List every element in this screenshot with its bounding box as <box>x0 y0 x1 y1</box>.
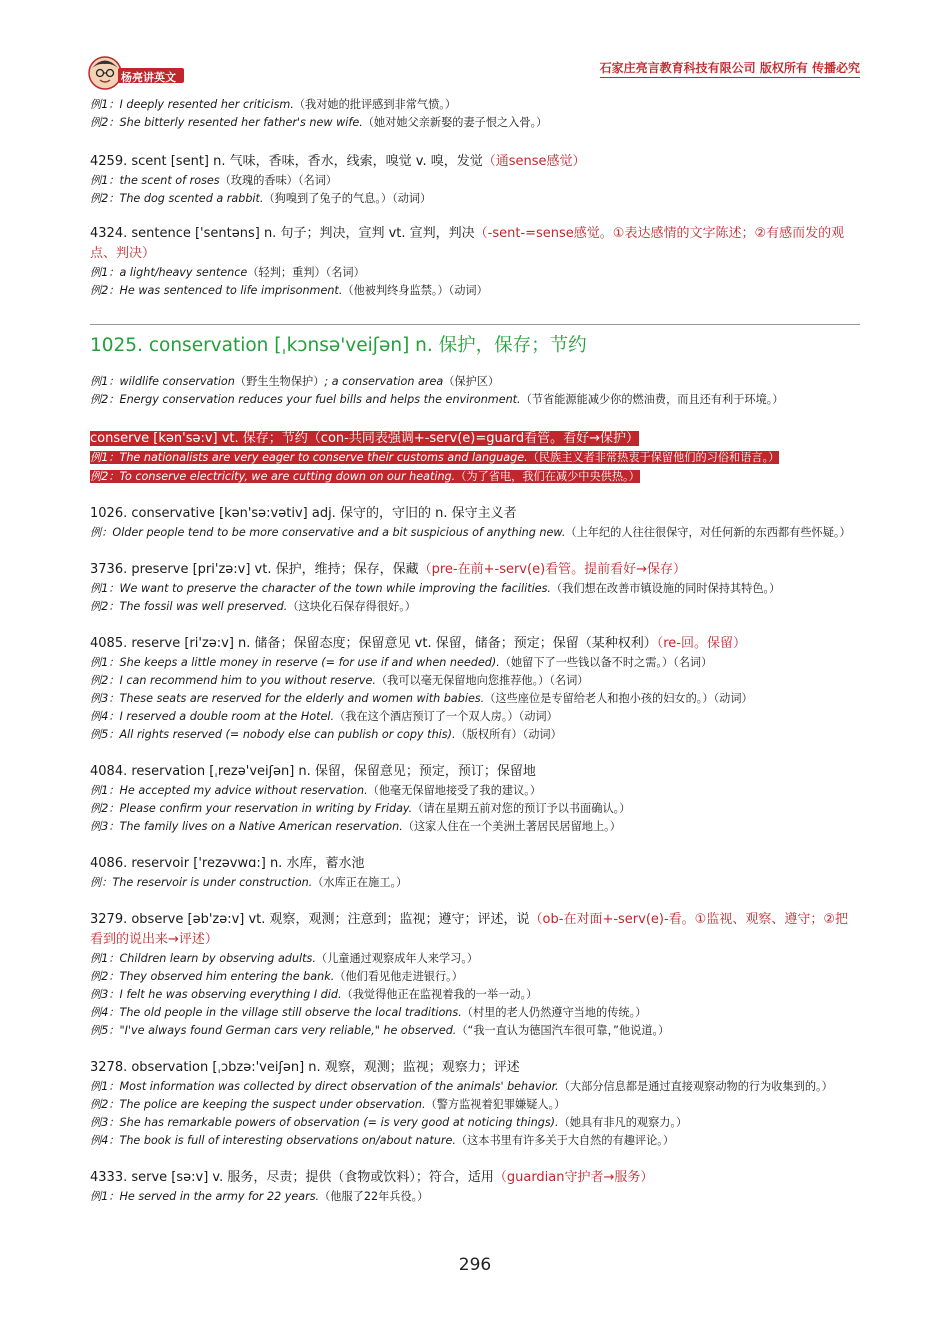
example-line: 例1：He served in the army for 22 years.（他服了22年兵役。） <box>90 1190 429 1203</box>
example-line: 例：The reservoir is under construction.（水库正在施工。） <box>90 876 408 889</box>
example-line: 例3：She has remarkable powers of observation (= is very good at noticing things).（她具有非凡的观察力。） <box>90 1116 688 1129</box>
example-line: 例1：We want to preserve the character of the town while improving the facilities.（我们想在改善市镇设施的同时保持其特色。） <box>90 582 781 595</box>
logo-text: 杨亮讲英文 <box>121 71 176 84</box>
copyright-notice: 石家庄亮言教育科技有限公司 版权所有 传播必究 <box>600 59 860 78</box>
word-entry-reserve <box>90 634 860 744</box>
entry-head: 3736. preserve [pri'zə:v] vt. 保护，维持；保存，保藏（pre-在前+-serv(e)看管。提前看好→保存） <box>90 562 687 577</box>
page-header <box>88 55 860 95</box>
example-line: 例2：The dog scented a rabbit.（狗嗅到了兔子的气息。）（动词） <box>90 192 432 205</box>
example-line: 例3：I felt he was observing everything I did.（我觉得他正在监视着我的一举一动。） <box>90 988 538 1001</box>
word-entry-sentence <box>90 224 860 300</box>
section-divider <box>90 324 860 325</box>
top-examples <box>90 96 860 132</box>
entry-head: conserve [kən'sə:v] vt. 保存；节约（con-共同表强调+-serv(e)=guard看管。看好→保护） <box>90 431 639 446</box>
example-line: 例2：Energy conservation reduces your fuel bills and helps the environment.（节省能源能减少你的燃油费，而且还有利于环境。） <box>90 393 784 406</box>
word-entry-reservoir <box>90 854 860 892</box>
entry-head: 3278. observation [ˌɔbzə:'veiʃən] n. 观察，观测；监视；观察力；评述 <box>90 1060 520 1075</box>
example-line: 例4：I reserved a double room at the Hotel.（我在这个酒店预订了一个双人房。）（动词） <box>90 710 558 723</box>
example-line: 例1：I deeply resented her criticism.（我对她的批评感到非常气愤。） <box>90 98 457 111</box>
example-line: 例2：She bitterly resented her father's new wife.（她对她父亲新娶的妻子恨之入骨。） <box>90 116 548 129</box>
example-line: 例1：Children learn by observing adults.（儿童通过观察成年人来学习。） <box>90 952 479 965</box>
entry-head: 4085. reserve [ri'zə:v] n. 储备；保留态度；保留意见 vt. 保留，储备；预定；保留（某种权利）（re-回。保留） <box>90 636 746 651</box>
page-content <box>90 96 860 1206</box>
entry-head: 4086. reservoir ['rezəvwɑ:] n. 水库，蓄水池 <box>90 856 365 871</box>
entry-head: 4324. sentence ['sentəns] n. 句子；判决，宣判 vt. 宣判，判决（-sent-=sense感觉。①表达感情的文字陈述；②有感而发的观点、判决） <box>90 226 845 261</box>
example-line: 例3：The family lives on a Native American reservation.（这家人住在一个美洲土著居民居留地上。） <box>90 820 621 833</box>
example-line: 例2：The fossil was well preserved.（这块化石保存得很好。） <box>90 600 416 613</box>
main-entry-conservation <box>90 331 860 409</box>
entry-head: 4333. serve [sə:v] v. 服务，尽责；提供（食物或饮料）；符合，适用（guardian守护者→服务） <box>90 1170 654 1185</box>
main-entry-head: 1025. conservation [ˌkɔnsə'veiʃən] n. 保护，保存；节约 <box>90 335 587 356</box>
example-line: 例1：He accepted my advice without reservation.（他毫无保留地接受了我的建议。） <box>90 784 542 797</box>
example-line: 例2：To conserve electricity, we are cutting down on our heating.（为了省电，我们在减少中央供热。） <box>90 470 640 483</box>
example-line: 例1：The nationalists are very eager to conserve their customs and language.（民族主义者非常热衷于保留他们的习俗和语言。） <box>90 451 780 464</box>
example-line: 例1：a light/heavy sentence（轻判；重判）（名词） <box>90 266 365 279</box>
example-line: 例4：The book is full of interesting observations on/about nature.（这本书里有许多关于大自然的有趣评论。） <box>90 1134 675 1147</box>
word-entry-preserve <box>90 560 860 616</box>
highlighted-entry-conserve <box>90 429 860 486</box>
word-entry-serve <box>90 1168 860 1206</box>
word-entry-scent <box>90 152 860 208</box>
example-line: 例1：wildlife conservation（野生生物保护）; a conservation area（保护区） <box>90 375 500 388</box>
example-line: 例：Older people tend to be more conservative and a bit suspicious of anything new.（上年纪的人往往很保守，对任何新的东西都有些怀疑。） <box>90 526 851 539</box>
example-line: 例2：The police are keeping the suspect under observation.（警方监视着犯罪嫌疑人。） <box>90 1098 566 1111</box>
word-entry-conservative <box>90 504 860 542</box>
example-line: 例2：Please confirm your reservation in writing by Friday.（请在星期五前对您的预订予以书面确认。） <box>90 802 631 815</box>
example-line: 例1：the scent of roses（玫瑰的香味）（名词） <box>90 174 338 187</box>
example-line: 例3：These seats are reserved for the elderly and women with babies.（这些座位是专留给老人和抱小孩的妇女的。）（动词） <box>90 692 753 705</box>
entry-head: 4259. scent [sent] n. 气味，香味，香水，线索，嗅觉 v. 嗅，发觉（通sense感觉） <box>90 154 586 169</box>
entry-head: 1026. conservative [kən'sə:vətiv] adj. 保守的，守旧的 n. 保守主义者 <box>90 506 517 521</box>
word-entry-observe <box>90 910 860 1040</box>
example-line: 例2：They observed him entering the bank.（他们看见他走进银行。） <box>90 970 463 983</box>
example-line: 例4：The old people in the village still observe the local traditions.（村里的老人仍然遵守当地的传统。） <box>90 1006 647 1019</box>
entry-head: 4084. reservation [ˌrezə'veiʃən] n. 保留，保留意见；预定，预订；保留地 <box>90 764 536 779</box>
example-line: 例1：She keeps a little money in reserve (= for use if and when needed).（她留下了一些钱以备不时之需。）（名词） <box>90 656 713 669</box>
page-number: 296 <box>458 1255 492 1275</box>
entry-head: 3279. observe [əb'zə:v] vt. 观察，观测；注意到；监视；遵守；评述，说（ob-在对面+-serv(e)-看。①监视、观察、遵守；②把看到的说出来→评述） <box>90 912 848 947</box>
word-entry-observation <box>90 1058 860 1150</box>
example-line: 例2：I can recommend him to you without reserve.（我可以毫无保留地向您推荐他。）（名词） <box>90 674 589 687</box>
word-entry-reservation <box>90 762 860 836</box>
example-line: 例2：He was sentenced to life imprisonment.（他被判终身监禁。）（动词） <box>90 284 488 297</box>
example-line: 例5：All rights reserved (= nobody else can publish or copy this).（版权所有）（动词） <box>90 728 562 741</box>
example-line: 例1：Most information was collected by direct observation of the animals' behavior.（大部分信息都是通过直接观察动物的行为收集到的。） <box>90 1080 833 1093</box>
example-line: 例5："I've always found German cars very reliable," he observed.（“我一直认为德国汽车很可靠，”他说道。） <box>90 1024 670 1037</box>
